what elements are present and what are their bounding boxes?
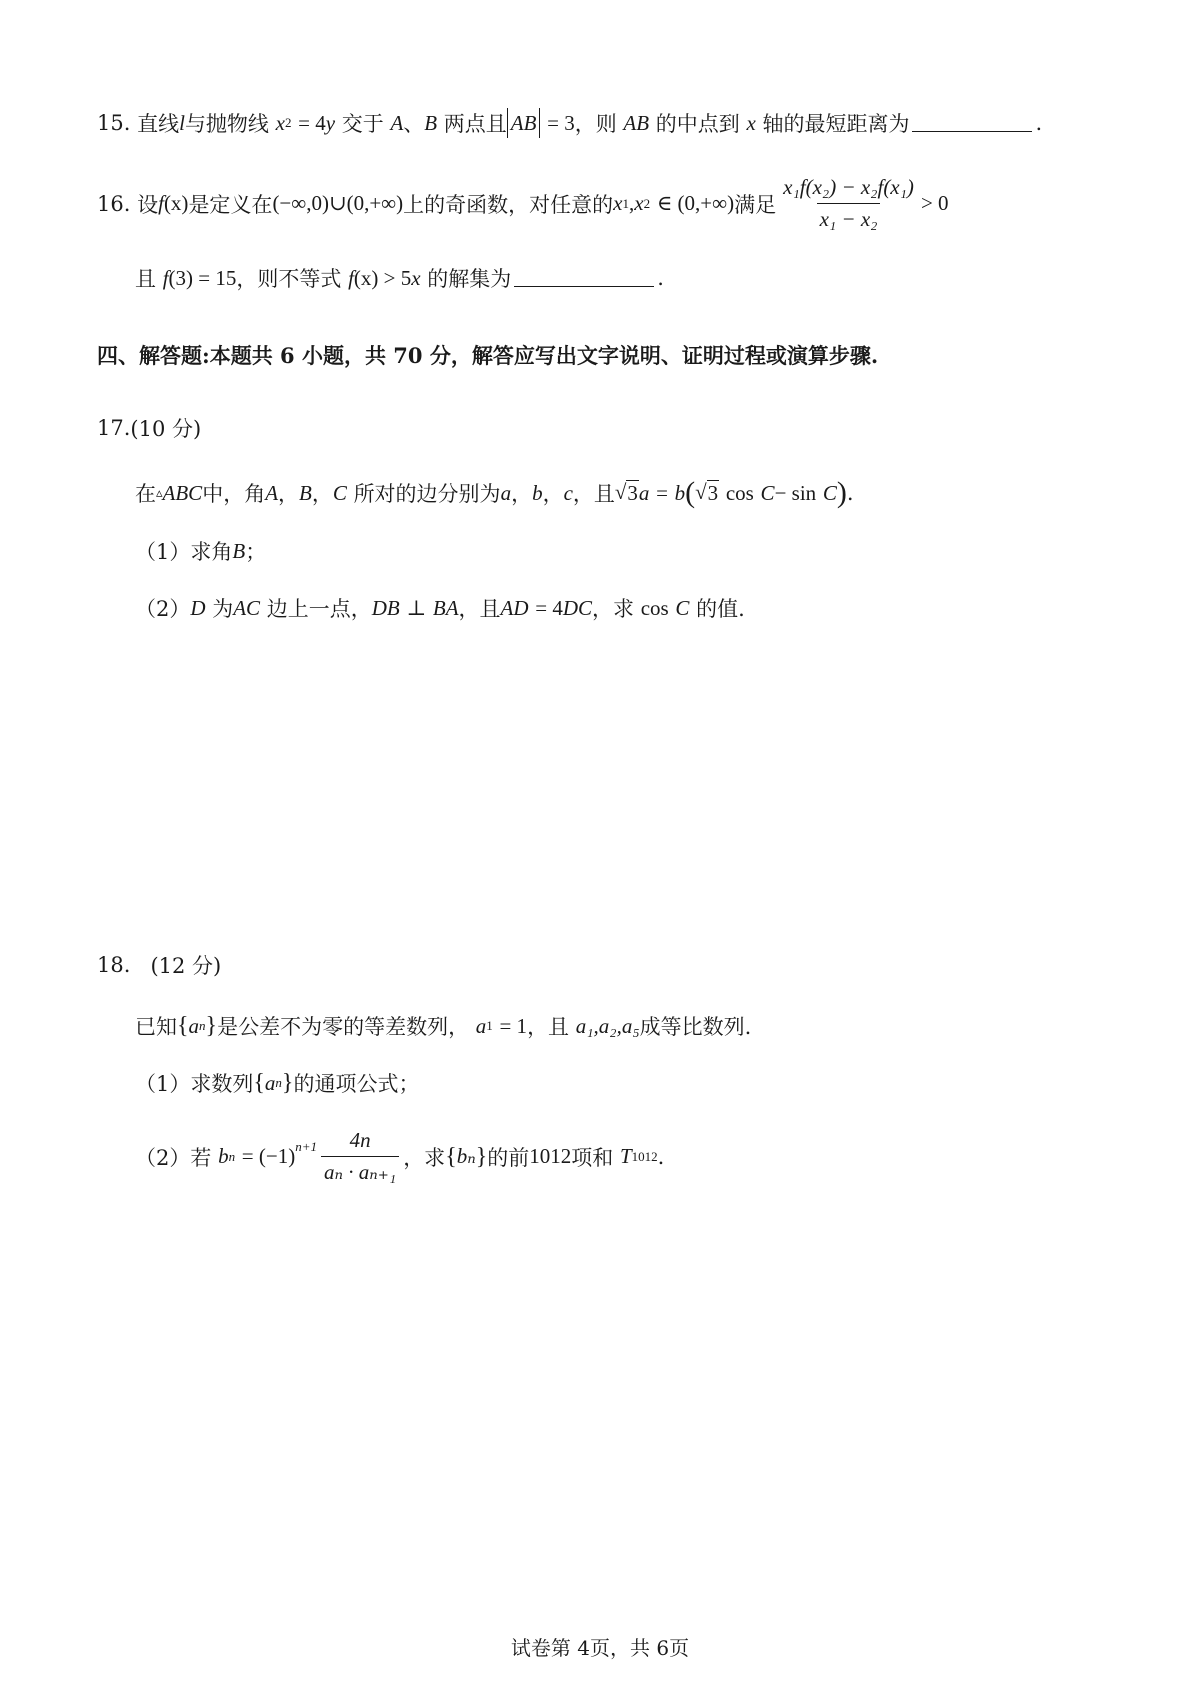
math-sub: 1012 xyxy=(631,1148,658,1164)
section-heading-text: 四、解答题:本题共 6 小题，共 70 分，解答应写出文字说明、证明过程或演算步骤. xyxy=(97,343,879,368)
math-op: = 4 xyxy=(535,595,563,620)
text: . xyxy=(657,1144,665,1169)
text: ，求 xyxy=(403,1145,446,1170)
math-var: a xyxy=(500,480,512,505)
sqrt-radicand: 3 xyxy=(707,481,719,505)
fraction xyxy=(321,1128,399,1185)
math-expr: (x) > 5 xyxy=(353,265,412,290)
math-var: b xyxy=(218,1144,229,1168)
question-17-header xyxy=(97,413,201,443)
math-var: DC xyxy=(562,595,593,620)
math-var: c xyxy=(563,480,573,505)
math-domain: (−∞,0)∪(0,+∞) xyxy=(272,191,404,215)
text: ，则不等式 xyxy=(236,267,342,291)
math-var: C xyxy=(760,480,775,505)
section-heading xyxy=(97,340,878,370)
math-var: a xyxy=(475,1013,487,1038)
math-var: f xyxy=(158,191,164,215)
text: . xyxy=(846,481,854,505)
math-var: f xyxy=(348,265,354,290)
math-exp: n+1 xyxy=(295,1138,318,1154)
math-var: AD xyxy=(500,595,529,620)
math-var: AC xyxy=(233,595,261,620)
math-var: x xyxy=(275,110,285,135)
math-var: AB xyxy=(623,110,650,135)
math-var: D xyxy=(190,595,206,620)
text: 若 xyxy=(190,1145,212,1170)
math-var: C xyxy=(822,480,837,505)
math-var: A xyxy=(265,480,279,505)
paren: ) xyxy=(836,476,847,509)
text: 直线 xyxy=(137,112,180,136)
text: 与抛物线 xyxy=(184,112,269,136)
text: 成等比数列. xyxy=(639,1015,752,1039)
text: 满足 xyxy=(734,192,777,217)
math-sub: n xyxy=(228,1148,236,1164)
text: ， xyxy=(278,482,300,506)
math-var: l xyxy=(179,110,185,135)
text: 在 xyxy=(135,482,156,506)
text: . xyxy=(1035,111,1043,135)
math-op: = xyxy=(656,480,668,505)
math-var: T xyxy=(619,1144,632,1168)
text: ， xyxy=(511,482,533,506)
answer-blank[interactable] xyxy=(912,130,1032,132)
question-number: 15. xyxy=(97,111,131,135)
text: . xyxy=(657,266,664,290)
math-var: C xyxy=(332,480,347,505)
part-label: （1） xyxy=(135,540,191,564)
question-points: (10 分) xyxy=(130,417,202,441)
math-expr: (3) = 15 xyxy=(168,265,237,290)
question-17-stem xyxy=(135,478,854,508)
math-sub: n xyxy=(275,1075,282,1090)
text: 为 xyxy=(212,597,234,621)
math-var: A xyxy=(390,110,404,135)
question-number: 17. xyxy=(97,416,131,440)
math-op: > 0 xyxy=(920,191,949,215)
math-var: a xyxy=(638,480,650,505)
text: ，求 xyxy=(592,597,635,621)
text: 上的奇函数，对任意的 xyxy=(403,192,614,217)
math-var: x xyxy=(411,265,421,290)
text: ，且 xyxy=(572,482,615,506)
fraction-denominator: x₁ − x₂ xyxy=(817,203,881,232)
fraction xyxy=(780,175,917,232)
math-op: ⊥ xyxy=(406,595,427,620)
part-label: （2） xyxy=(135,597,191,621)
triangle-icon: ▵ xyxy=(156,485,163,501)
math-expr: (x) xyxy=(163,191,189,215)
question-18-part-1: （1） 求数列 { a n } 的通项公式； xyxy=(135,1070,420,1096)
math-func: − sin xyxy=(774,480,817,505)
question-number: 16. xyxy=(97,191,131,216)
fraction-numerator: x₁f(x₂) − x₂f(x₁) xyxy=(783,175,914,199)
math-var: B xyxy=(232,538,246,563)
math-number: 1012 xyxy=(529,1144,572,1168)
text: 是公差不为零的等差数列， xyxy=(217,1015,470,1039)
text: ， xyxy=(542,482,564,506)
text: 轴的最短距离为 xyxy=(762,112,910,136)
fraction-denominator: aₙ · aₙ₊₁ xyxy=(321,1156,399,1185)
text: 两点且 xyxy=(443,112,507,136)
math-var: B xyxy=(424,110,438,135)
text: ，且 xyxy=(458,597,501,621)
text: ， xyxy=(311,482,333,506)
math-op: = (−1) xyxy=(241,1144,296,1168)
text: 交于 xyxy=(341,112,384,136)
text: ，且 xyxy=(527,1015,570,1039)
text: 边上一点， xyxy=(266,597,372,621)
text: 的解集为 xyxy=(427,267,512,291)
part-label: （2） xyxy=(135,1145,191,1170)
part-label: （1） xyxy=(135,1072,191,1096)
math-op: = 1 xyxy=(499,1013,528,1038)
question-18-stem: 已知 { a n } 是公差不为零的等差数列， a 1 = 1 ，且 a₁,a₂,a₅ 成等比数列. xyxy=(135,1013,752,1039)
math-op: = 4 xyxy=(298,110,326,135)
question-17-part-1 xyxy=(135,536,266,566)
math-var: a xyxy=(264,1070,276,1095)
text: ； xyxy=(245,540,267,564)
math-set: ∈ (0,+∞) xyxy=(656,191,735,215)
text: ，则 xyxy=(574,112,617,136)
math-var: b xyxy=(674,480,686,505)
math-expr: a₁,a₂,a₅ xyxy=(575,1013,640,1038)
math-func: cos xyxy=(640,595,669,620)
text: 、 xyxy=(403,112,425,136)
text: 求角 xyxy=(190,540,233,564)
text: 是定义在 xyxy=(188,192,273,217)
text: 设 xyxy=(137,192,159,217)
question-number: 18. xyxy=(97,953,131,977)
question-18-part-2: （2） 若 b n = (−1) $^{n+1}$ $\frac{4n}{\text{aₙ · aₙ₊₁}}$ ，求 { bₙ } 的前 1012 项和 T 1012 . xyxy=(135,1128,665,1184)
math-sub: n xyxy=(199,1018,206,1033)
question-15 xyxy=(97,108,1042,138)
math-var: x xyxy=(613,191,623,215)
math-exp: 2 xyxy=(284,115,292,130)
math-var: B xyxy=(299,480,312,505)
math-var: b xyxy=(532,480,543,505)
math-var: C xyxy=(675,595,690,620)
text: 且 xyxy=(135,267,156,291)
math-func: cos xyxy=(725,480,754,505)
page-footer: 试卷第 4页，共 6页 xyxy=(510,1636,690,1660)
math-var: bₙ xyxy=(456,1144,476,1168)
math-var: x xyxy=(746,110,756,135)
answer-blank[interactable] xyxy=(514,285,654,287)
fraction-numerator: 4n xyxy=(349,1128,371,1152)
question-17-part-2 xyxy=(135,593,745,623)
question-16: 16. 设 f (x) 是定义在 (−∞,0)∪(0,+∞) 上的奇函数，对任意的 x 1 , x 2 ∈ (0,+∞) 满足 $\frac{\text{x₁f(x₂) − x₂f(x₁)}}{\text{x₁ − x₂}}$ > 0 xyxy=(97,175,949,231)
math-var: a xyxy=(188,1013,200,1038)
math-var: ABC xyxy=(162,480,203,505)
math-var: f xyxy=(162,265,169,290)
sqrt: √ 3 xyxy=(695,480,719,505)
abs-ab: AB xyxy=(507,108,541,138)
text: 所对的边分别为 xyxy=(353,482,501,506)
sqrt-radicand: 3 xyxy=(627,481,638,505)
text: 的前 xyxy=(487,1145,530,1170)
question-16-line-2 xyxy=(135,263,664,293)
math-sub: 1 xyxy=(486,1018,493,1033)
question-18-header xyxy=(97,950,221,980)
text: 项和 xyxy=(571,1145,614,1170)
sqrt: √ 3 xyxy=(614,480,638,505)
math-var: DB xyxy=(371,595,400,620)
math-op: = 3 xyxy=(547,110,575,135)
text: 已知 xyxy=(135,1015,177,1039)
text: 的通项公式； xyxy=(293,1072,420,1096)
text: 的中点到 xyxy=(655,112,740,136)
question-points: (12 分) xyxy=(150,954,222,978)
math-var: y xyxy=(325,110,336,135)
math-var: BA xyxy=(432,595,459,620)
text: 中，角 xyxy=(202,482,266,506)
text: 求数列 xyxy=(190,1072,254,1096)
text: 的值. xyxy=(696,597,745,621)
paren: ( xyxy=(685,476,696,509)
